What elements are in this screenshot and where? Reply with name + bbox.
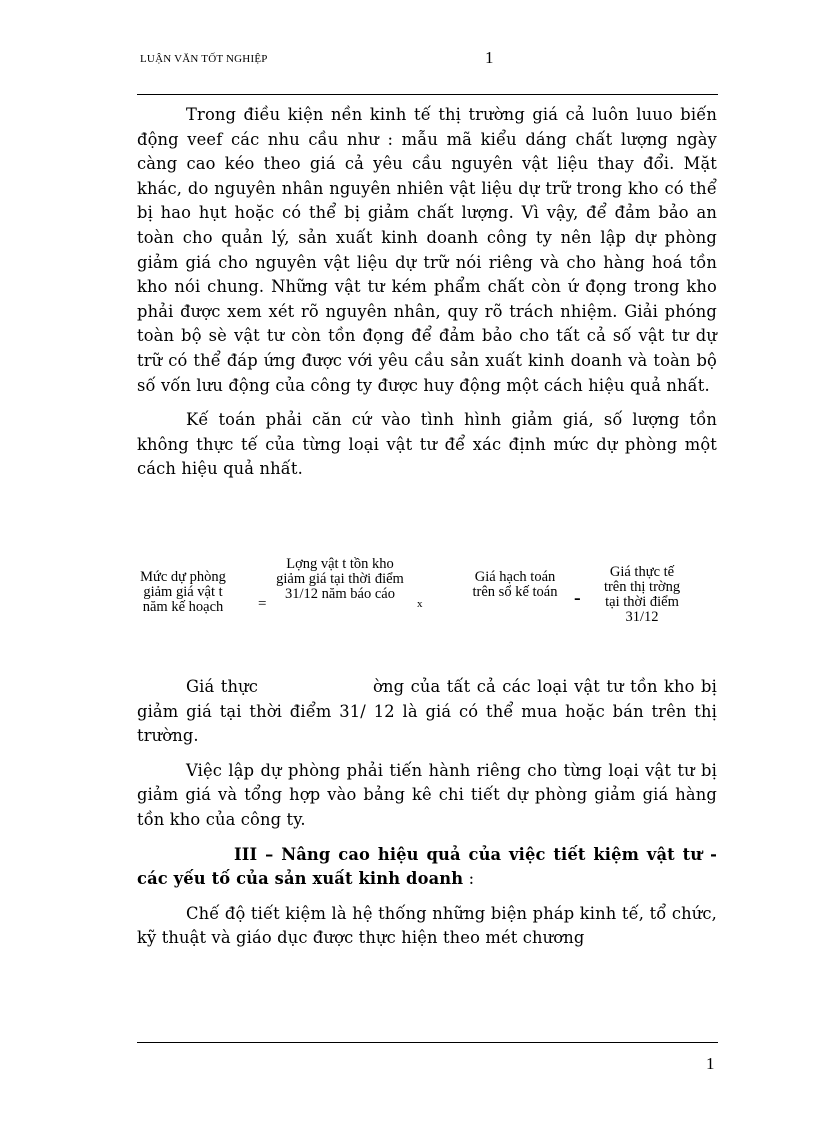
footer-divider bbox=[137, 1042, 718, 1043]
running-header-title: LUẬN VĂN TỐT NGHIỆP bbox=[140, 53, 268, 65]
section-heading-colon: : bbox=[463, 869, 475, 889]
paragraph-5: Chế độ tiết kiệm là hệ thống những biện pháp kinh tế, tổ chức, kỹ thuật và giáo dục được thực hiện theo mét chương bbox=[137, 903, 717, 948]
provision-formula bbox=[137, 555, 717, 655]
formula-term-quantity: Lợng vật t tồn kho giảm giá tại thời điểm 31/12 năm báo cáo bbox=[276, 556, 404, 602]
formula-equals-sign: = bbox=[258, 596, 267, 612]
obscured-gap: tế trên thị tr bbox=[258, 677, 373, 696]
paragraph-4: Việc lập dự phòng phải tiến hành riêng cho từng loại vật tư bị giảm giá và tổng hợp vào bảng kê chi tiết dự phòng giảm giá hàng tồn kho của công ty. bbox=[137, 760, 717, 829]
section-heading-line bbox=[137, 843, 717, 892]
formula-term-provision: Mức dự phòng giảm giá vật t năm kế hoạch bbox=[140, 569, 226, 615]
footer-page-number: 1 bbox=[706, 1054, 715, 1073]
body-text-top bbox=[137, 103, 717, 492]
paragraph-3-end: ờng của tất cả các loại vật tư tồn kho bị giảm giá tại thời điểm 31/ 12 là giá có thể mua hoặc bán trên thị trường. bbox=[137, 677, 717, 746]
formula-term-market-price: Giá thực tế trên thị trờng tại thời điểm 31/12 bbox=[603, 564, 681, 625]
body-text-bottom bbox=[137, 675, 717, 961]
section-heading: III – Nâng cao hiệu quả của việc tiết kiệm vật tư - các yếu tố của sản xuất kinh doanh bbox=[137, 844, 717, 889]
formula-term-book-price: Giá hạch toán trên sổ kế toán bbox=[472, 569, 558, 600]
formula-multiply-sign: x bbox=[417, 598, 423, 610]
paragraph-1: Trong điều kiện nền kinh tế thị trường giá cả luôn luuo biến động veef các nhu cầu như : mẫu mã kiểu dáng chất lượng ngày càng cao kéo theo giá cả yêu cầu nguyên vật liệu thay đổi. Mặt khác, do nguyên nhân nguyên nhiên vật liệu dự trữ trong kho có thể bị hao hụt hoặc có thể bị giảm chất lượng. Vì vậy, để đảm bảo an toàn cho quản lý, sản xuất kinh doanh công ty nên lập dự phòng giảm giá cho nguyên vật liệu dự trữ nói riêng và cho hàng hoá tồn kho nói chung. Những vật tư kém phẩm chất còn ứ đọng trong kho phải được xem xét rõ nguyên nhân, quy rõ trách nhiệm. Giải phóng toàn bộ sè vật tư còn tồn đọng để đảm bảo cho tất cả số vật tư dự trữ có thể đáp ứng được với yêu cầu sản xuất kinh doanh và toàn bộ số vốn lưu động của công ty được huy động một cách hiệu quả nhất. bbox=[137, 105, 717, 395]
formula-minus-sign: - bbox=[574, 587, 581, 609]
header-page-number: 1 bbox=[485, 48, 494, 67]
paragraph-2: Kế toán phải căn cứ vào tình hình giảm giá, số lượng tồn không thực tế của từng loại vật tư để xác định mức dự phòng một cách hiệu quả nhất. bbox=[137, 410, 717, 479]
header-divider bbox=[137, 94, 718, 95]
paragraph-3-start: Giá thực bbox=[186, 677, 259, 696]
paragraph-3 bbox=[137, 675, 717, 749]
